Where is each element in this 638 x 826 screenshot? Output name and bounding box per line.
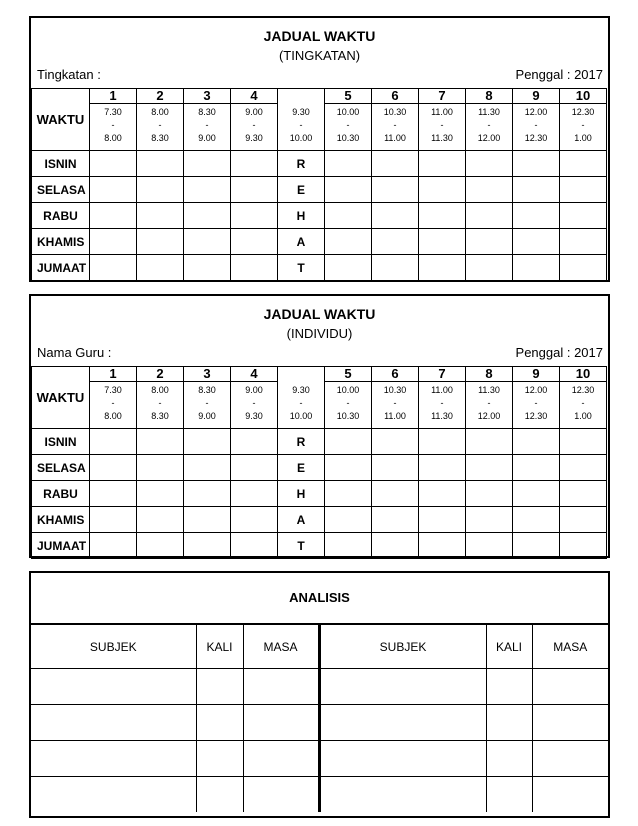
period-number: 6 [372, 89, 419, 104]
slot-cell[interactable] [466, 255, 513, 281]
period-number: 4 [231, 89, 278, 104]
period-time [513, 382, 560, 429]
slot-cell[interactable] [325, 177, 372, 203]
slot-cell[interactable] [513, 151, 560, 177]
slot-cell[interactable] [231, 507, 278, 533]
slot-cell[interactable] [325, 455, 372, 481]
period-time [419, 104, 466, 151]
time-end: 10.30 [336, 133, 360, 143]
time-dash: - [534, 120, 538, 130]
penggal-label: Penggal : 2017 [515, 345, 603, 360]
time-start: 8.00 [151, 385, 169, 395]
time-start: 12.30 [571, 107, 595, 117]
analisis-cell[interactable] [243, 741, 319, 777]
slot-cell[interactable] [137, 533, 184, 559]
period-number: 9 [513, 367, 560, 382]
slot-cell[interactable] [560, 533, 607, 559]
rehat-letter: H [278, 481, 325, 507]
time-end: 12.30 [524, 133, 548, 143]
time-dash: - [487, 120, 491, 130]
timetable-individu [29, 294, 610, 558]
period-number: 7 [419, 367, 466, 382]
rehat-letter: R [278, 429, 325, 455]
time-dash: - [299, 119, 303, 130]
period-time [560, 104, 607, 151]
time-end: 11.00 [384, 411, 406, 421]
slot-cell[interactable] [560, 229, 607, 255]
period-number: 1 [90, 367, 137, 382]
slot-cell[interactable] [90, 229, 137, 255]
slot-cell[interactable] [137, 455, 184, 481]
period-time [184, 104, 231, 151]
time-end: 12.30 [524, 411, 548, 421]
period-number: 4 [231, 367, 278, 382]
waktu-header: WAKTU [32, 367, 90, 429]
slot-cell[interactable] [184, 429, 231, 455]
time-start: 11.00 [431, 107, 453, 117]
slot-cell[interactable] [137, 177, 184, 203]
slot-cell[interactable] [419, 481, 466, 507]
period-number: 10 [560, 89, 607, 104]
slot-cell[interactable] [231, 229, 278, 255]
slot-cell[interactable] [184, 203, 231, 229]
time-end: 1.00 [574, 411, 592, 421]
time-end: 10.30 [336, 411, 360, 421]
period-number-row [32, 367, 609, 382]
period-number: 7 [419, 89, 466, 104]
slot-cell[interactable] [560, 455, 607, 481]
analisis-title: ANALISIS [31, 573, 608, 625]
period-number-row [32, 89, 609, 104]
kali-header: KALI [196, 625, 243, 669]
slot-cell[interactable] [560, 481, 607, 507]
slot-cell[interactable] [325, 533, 372, 559]
time-end: 8.30 [151, 133, 169, 143]
time-start: 12.00 [524, 385, 548, 395]
analisis-cell[interactable] [243, 669, 319, 705]
time-dash: - [205, 398, 209, 408]
time-start: 8.30 [198, 385, 216, 395]
time-dash: - [158, 120, 162, 130]
time-end: 9.30 [245, 411, 263, 421]
time-start: 10.30 [383, 385, 407, 395]
time-start: 10.00 [336, 107, 360, 117]
day-row-rabu [32, 203, 609, 229]
analisis-cell[interactable] [532, 705, 608, 741]
period-number: 5 [325, 367, 372, 382]
timetable-subtitle: (TINGKATAN) [278, 48, 361, 63]
analisis-cell[interactable] [486, 705, 532, 741]
kali-header: KALI [486, 625, 532, 669]
slot-cell[interactable] [137, 203, 184, 229]
time-end: 8.00 [104, 133, 122, 143]
timetable-subtitle: (INDIVIDU) [286, 326, 353, 341]
slot-cell[interactable] [560, 507, 607, 533]
time-dash: - [346, 120, 350, 130]
period-time [137, 104, 184, 151]
subjek-header: SUBJEK [31, 625, 196, 669]
day-row-isnin [32, 429, 609, 455]
penggal-label: Penggal : 2017 [515, 67, 603, 82]
nama-guru-label: Nama Guru : [37, 345, 112, 360]
time-start: 7.30 [104, 385, 122, 395]
period-number: 6 [372, 367, 419, 382]
analisis-cell[interactable] [31, 741, 196, 777]
period-time [466, 104, 513, 151]
period-time [372, 382, 419, 429]
day-row-rabu [32, 481, 609, 507]
timetable-tingkatan [29, 16, 610, 282]
analisis-cell[interactable] [31, 777, 196, 813]
rehat-letter: E [278, 455, 325, 481]
slot-cell[interactable] [231, 203, 278, 229]
slot-cell[interactable] [466, 507, 513, 533]
time-dash: - [393, 120, 397, 130]
masa-header: MASA [532, 625, 608, 669]
time-start: 11.00 [431, 385, 453, 395]
slot-cell[interactable] [231, 533, 278, 559]
slot-cell[interactable] [372, 229, 419, 255]
slot-cell[interactable] [372, 429, 419, 455]
slot-cell[interactable] [372, 177, 419, 203]
timetable-title: JADUAL WAKTU [263, 28, 376, 44]
rehat-letter: R [278, 151, 325, 177]
period-time [278, 104, 325, 151]
period-number [278, 367, 325, 382]
analisis-cell[interactable] [486, 777, 532, 813]
slot-cell[interactable] [231, 481, 278, 507]
analisis-cell[interactable] [196, 669, 243, 705]
slot-cell[interactable] [513, 229, 560, 255]
slot-cell[interactable] [137, 481, 184, 507]
day-label: ISNIN [32, 151, 90, 177]
time-start: 8.00 [151, 107, 169, 117]
slot-cell[interactable] [513, 507, 560, 533]
period-time [513, 104, 560, 151]
slot-cell[interactable] [137, 151, 184, 177]
period-time [90, 104, 137, 151]
analisis-cell[interactable] [532, 669, 608, 705]
slot-cell[interactable] [90, 255, 137, 281]
timetable-grid [31, 366, 609, 559]
slot-cell[interactable] [90, 455, 137, 481]
slot-cell[interactable] [560, 177, 607, 203]
analisis-cell[interactable] [31, 669, 196, 705]
day-label: SELASA [32, 455, 90, 481]
time-dash: - [487, 398, 491, 408]
slot-cell[interactable] [513, 533, 560, 559]
analisis-row [31, 741, 608, 777]
time-start: 9.00 [245, 385, 263, 395]
slot-cell[interactable] [90, 533, 137, 559]
time-dash: - [581, 398, 585, 408]
time-dash: - [111, 120, 115, 130]
period-number: 10 [560, 367, 607, 382]
time-end: 1.00 [574, 133, 592, 143]
slot-cell[interactable] [231, 429, 278, 455]
slot-cell[interactable] [90, 507, 137, 533]
analisis-row [31, 777, 608, 813]
day-label: SELASA [32, 177, 90, 203]
rehat-letter: A [278, 229, 325, 255]
period-number: 3 [184, 367, 231, 382]
period-number: 8 [466, 367, 513, 382]
time-dash: - [346, 398, 350, 408]
slot-cell[interactable] [372, 533, 419, 559]
slot-cell[interactable] [231, 455, 278, 481]
day-row-selasa [32, 455, 609, 481]
time-start: 12.00 [524, 107, 548, 117]
period-number: 2 [137, 367, 184, 382]
subjek-header: SUBJEK [319, 625, 486, 669]
timetable-title: JADUAL WAKTU [263, 306, 376, 322]
time-end: 10.00 [289, 410, 313, 421]
slot-cell[interactable] [325, 429, 372, 455]
slot-cell[interactable] [466, 455, 513, 481]
analisis-cell[interactable] [486, 741, 532, 777]
slot-cell[interactable] [419, 151, 466, 177]
slot-cell[interactable] [184, 481, 231, 507]
slot-cell[interactable] [137, 429, 184, 455]
time-end: 9.30 [245, 133, 263, 143]
rehat-letter: H [278, 203, 325, 229]
masa-header: MASA [243, 625, 319, 669]
slot-cell[interactable] [466, 151, 513, 177]
period-time [372, 104, 419, 151]
time-start: 12.30 [571, 385, 595, 395]
slot-cell[interactable] [560, 203, 607, 229]
slot-cell[interactable] [372, 151, 419, 177]
day-label: KHAMIS [32, 229, 90, 255]
slot-cell[interactable] [560, 151, 607, 177]
time-dash: - [205, 120, 209, 130]
day-label: RABU [32, 481, 90, 507]
time-dash: - [440, 398, 444, 408]
slot-cell[interactable] [372, 481, 419, 507]
slot-cell[interactable] [137, 229, 184, 255]
time-start: 10.30 [383, 107, 407, 117]
analisis-cell[interactable] [243, 777, 319, 813]
slot-cell[interactable] [513, 177, 560, 203]
slot-cell[interactable] [325, 203, 372, 229]
analisis-header-row [31, 625, 608, 669]
analisis-row [31, 669, 608, 705]
day-row-khamis [32, 507, 609, 533]
period-time [137, 382, 184, 429]
slot-cell[interactable] [184, 533, 231, 559]
analisis-panel [29, 571, 610, 818]
time-end: 9.00 [198, 133, 216, 143]
slot-cell[interactable] [419, 229, 466, 255]
slot-cell[interactable] [372, 455, 419, 481]
day-row-isnin [32, 151, 609, 177]
slot-cell[interactable] [372, 507, 419, 533]
period-time [560, 382, 607, 429]
slot-cell[interactable] [90, 481, 137, 507]
period-number: 2 [137, 89, 184, 104]
day-row-khamis [32, 229, 609, 255]
period-number: 5 [325, 89, 372, 104]
time-dash: - [252, 120, 256, 130]
time-dash: - [440, 120, 444, 130]
time-end: 11.30 [431, 411, 453, 421]
slot-cell[interactable] [137, 255, 184, 281]
slot-cell[interactable] [325, 507, 372, 533]
timetable-grid [31, 88, 609, 281]
analisis-cell[interactable] [31, 705, 196, 741]
period-time [278, 382, 325, 429]
time-dash: - [111, 398, 115, 408]
slot-cell[interactable] [419, 507, 466, 533]
time-end: 8.00 [104, 411, 122, 421]
time-start: 8.30 [198, 107, 216, 117]
rehat-letter: A [278, 507, 325, 533]
analisis-table [31, 625, 608, 812]
analisis-row [31, 705, 608, 741]
time-start: 10.00 [336, 385, 360, 395]
slot-cell[interactable] [513, 481, 560, 507]
analisis-cell[interactable] [319, 669, 486, 705]
slot-cell[interactable] [137, 507, 184, 533]
slot-cell[interactable] [325, 481, 372, 507]
slot-cell[interactable] [325, 151, 372, 177]
waktu-header: WAKTU [32, 89, 90, 151]
period-time [90, 382, 137, 429]
time-end: 11.30 [431, 133, 453, 143]
slot-cell[interactable] [184, 507, 231, 533]
tingkatan-label: Tingkatan : [37, 67, 101, 82]
period-time [325, 382, 372, 429]
time-start: 9.00 [245, 107, 263, 117]
time-dash: - [393, 398, 397, 408]
analisis-cell[interactable] [196, 777, 243, 813]
period-time-row [32, 104, 609, 151]
period-number: 1 [90, 89, 137, 104]
slot-cell[interactable] [184, 151, 231, 177]
slot-cell[interactable] [466, 481, 513, 507]
slot-cell[interactable] [419, 533, 466, 559]
slot-cell[interactable] [513, 203, 560, 229]
time-dash: - [534, 398, 538, 408]
slot-cell[interactable] [231, 255, 278, 281]
slot-cell[interactable] [419, 177, 466, 203]
time-dash: - [581, 120, 585, 130]
slot-cell[interactable] [466, 533, 513, 559]
time-end: 12.00 [477, 133, 501, 143]
slot-cell[interactable] [90, 177, 137, 203]
analisis-cell[interactable] [532, 777, 608, 813]
period-time [231, 382, 278, 429]
time-start: 9.30 [292, 106, 310, 117]
slot-cell[interactable] [513, 429, 560, 455]
day-label: RABU [32, 203, 90, 229]
slot-cell[interactable] [184, 177, 231, 203]
day-row-jumaat [32, 255, 609, 281]
time-end: 9.00 [198, 411, 216, 421]
slot-cell[interactable] [90, 203, 137, 229]
day-label: JUMAAT [32, 533, 90, 559]
day-label: ISNIN [32, 429, 90, 455]
rehat-letter: T [278, 533, 325, 559]
period-time-row [32, 382, 609, 429]
analisis-cell[interactable] [486, 669, 532, 705]
period-time [184, 382, 231, 429]
time-dash: - [252, 398, 256, 408]
slot-cell[interactable] [231, 151, 278, 177]
slot-cell[interactable] [466, 429, 513, 455]
slot-cell[interactable] [419, 429, 466, 455]
slot-cell[interactable] [90, 151, 137, 177]
period-time [419, 382, 466, 429]
time-dash: - [158, 398, 162, 408]
time-dash: - [299, 397, 303, 408]
time-end: 11.00 [384, 133, 406, 143]
slot-cell[interactable] [513, 455, 560, 481]
analisis-cell[interactable] [196, 741, 243, 777]
slot-cell[interactable] [184, 229, 231, 255]
slot-cell[interactable] [466, 229, 513, 255]
slot-cell[interactable] [372, 203, 419, 229]
analisis-cell[interactable] [532, 741, 608, 777]
period-number: 8 [466, 89, 513, 104]
rehat-letter: T [278, 255, 325, 281]
time-end: 8.30 [151, 411, 169, 421]
time-start: 11.30 [478, 107, 500, 117]
slot-cell[interactable] [466, 177, 513, 203]
slot-cell[interactable] [184, 455, 231, 481]
slot-cell[interactable] [184, 255, 231, 281]
analisis-cell[interactable] [319, 777, 486, 813]
slot-cell[interactable] [466, 203, 513, 229]
time-end: 12.00 [477, 411, 501, 421]
slot-cell[interactable] [560, 429, 607, 455]
period-number [278, 89, 325, 104]
analisis-cell[interactable] [243, 705, 319, 741]
slot-cell[interactable] [90, 429, 137, 455]
rehat-letter: E [278, 177, 325, 203]
analisis-cell[interactable] [319, 705, 486, 741]
time-start: 11.30 [478, 385, 500, 395]
period-time [466, 382, 513, 429]
slot-cell[interactable] [325, 229, 372, 255]
time-end: 10.00 [289, 132, 313, 143]
slot-cell[interactable] [231, 177, 278, 203]
analisis-cell[interactable] [196, 705, 243, 741]
slot-cell[interactable] [325, 255, 372, 281]
day-row-selasa [32, 177, 609, 203]
slot-cell[interactable] [372, 255, 419, 281]
period-time [325, 104, 372, 151]
period-number: 3 [184, 89, 231, 104]
slot-cell[interactable] [419, 455, 466, 481]
slot-cell[interactable] [419, 203, 466, 229]
period-time [231, 104, 278, 151]
slot-cell[interactable] [419, 255, 466, 281]
time-start: 9.30 [292, 384, 310, 395]
analisis-cell[interactable] [319, 741, 486, 777]
slot-cell[interactable] [513, 255, 560, 281]
day-label: JUMAAT [32, 255, 90, 281]
day-row-jumaat [32, 533, 609, 559]
slot-cell[interactable] [560, 255, 607, 281]
day-label: KHAMIS [32, 507, 90, 533]
time-start: 7.30 [104, 107, 122, 117]
period-number: 9 [513, 89, 560, 104]
